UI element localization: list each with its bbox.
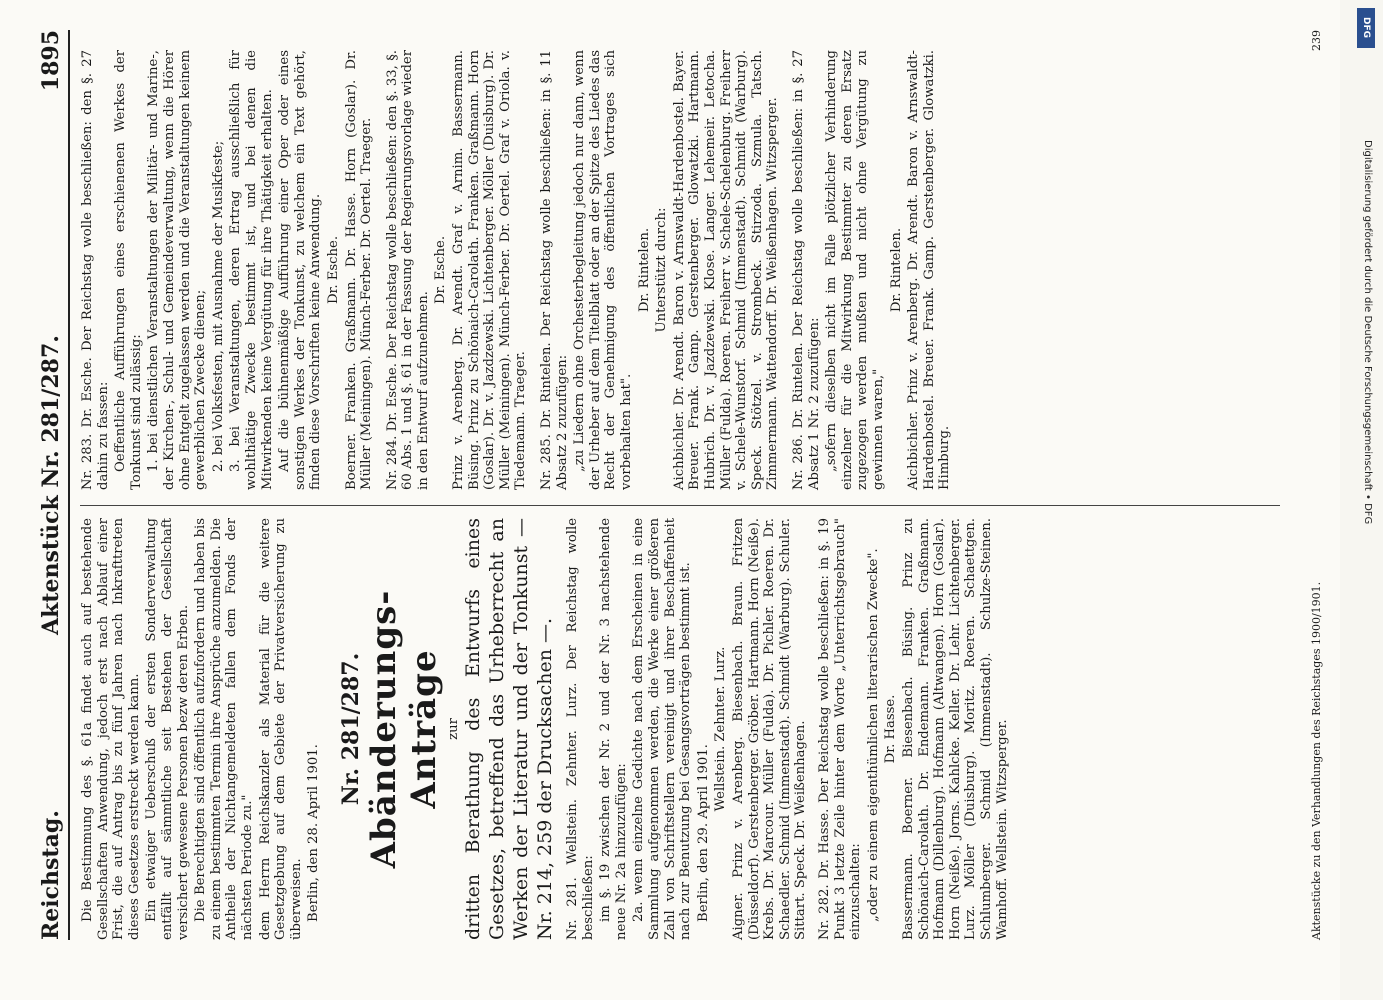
motion-285-quote: „zu Liedern ohne Orchesterbegleitung jedoch nur dann, wenn der Urheber auf dem Titelblatt oder an der Spitze des Liedes das Recht der Genehmigung des öffentlichen Vortrages sich vorbehalten hat". <box>572 50 634 490</box>
section-title: Abänderungs-Anträge <box>363 589 444 869</box>
supporters: Aichbichler. Dr. Arendt. Baron v. Arnswaldt-Hardenbostel. Bayer. Breuer. Frank. Gamp. Gerstenberger. Glowatzki. Hartmann. Hubrich. Dr. v. Jazdzewski. Klose. Langer. Lehemeir. Letocha. Müller (Fulda). Roeren. Freiherr v. Schele-Schelenburg. Freiherr v. Schele-Wunstorf. Schmid (Immenstadt). Schmidt (Warburg). Speck. Stötzel. v. Strombeck. Stirzoda. Szmula. Tatsch. Zimmermann. Wattendorff. Dr. Weißenhagen. Witzsperger. <box>671 50 781 490</box>
motion-283: Nr. 283. Dr. Esche. Der Reichstag wolle beschließen: den §. 27 dahin zu fassen: <box>80 50 111 490</box>
footer-left: Aktenstücke zu den Verhandlungen des Reichstages 1900/1901. <box>1310 581 1323 940</box>
signatories: Dr. Rintelen. <box>636 227 652 313</box>
supporters: Prinz v. Arenberg. Dr. Arendt. Graf v. Arnim. Bassermann. Büsing. Prinz zu Schönaich-Carolath. Franken. Graßmann. Horn (Goslar). Dr. v. Jazdzewski. Lichtenberger. Möller (Duisburg). Dr. Müller (Meiningen). Münch-Ferber. Dr. Oertel. Graf v. Oriola. v. Tiedemann. Traeger. <box>451 50 529 490</box>
motion-283-item: 3. bei Veranstaltungen, deren Ertrag ausschließlich für wohlthätige Zwecke bestimmt ist, und bei denen die Mitwirkenden keine Vergütung für ihre Thätigkeit erhalten. <box>228 50 275 490</box>
date-line: Berlin, den 28. April 1901. <box>306 744 322 922</box>
motion-283-item: 2. bei Volksfesten, mit Ausnahme der Musikfeste; <box>210 140 226 472</box>
supporters: Aigner. Prinz v. Arenberg. Biesenbach. Braun. Fritzen (Düsseldorf). Gerstenberger. Gröber. Hartmann. Horn (Neiße). Krebs. Dr. Marcour. Müller (Fulda). Dr. Pichler. Roeren. Dr. Schaedler. Schmid (Immenstadt). Schmidt (Warburg). Schuler. Sittart. Speck. Dr. Weißenhagen. <box>731 518 809 940</box>
motion-282: Nr. 282. Dr. Hasse. Der Reichstag wolle beschließen: in §. 19 Punkt 3 letzte Zeile hinter dem Worte „Unterrichtsgebrauch" einzuschalten: <box>817 518 864 940</box>
motion-286: Nr. 286. Dr. Rintelen. Der Reichstag wolle beschließen: in §. 27 Absatz 1 Nr. 2 zuzufügen: <box>790 50 822 490</box>
motion-285: Nr. 285. Dr. Rintelen. Der Reichstag wolle beschließen: in §. 11 Absatz 2 zuzufügen: <box>539 50 570 490</box>
section-subtitle: dritten Berathung des Entwurfs eines Gesetzes, betreffend das Urheberrecht an Werken der Literatur und der Tonkunst — Nr. 214, 259 der Drucksachen —. <box>462 518 557 940</box>
date-line: Berlin, den 29. April 1901. <box>695 744 711 922</box>
paragraph: Ein etwaiger Ueberschuß der ersten Sonderverwaltung entfällt auf sämmtliche seit Bestehen der Gesellschaft versichert gewesene Personen bezw deren Erben. <box>144 518 191 940</box>
motion-286-quote: „sofern dieselben nicht im Falle plötzlicher Verhinderung einzelner für die Mitwirkung Bestimmter zu deren Ersatz zugezogen werden mußten und nicht ohne Vergütung zu gewinnen waren," <box>824 50 886 490</box>
signatories: Wellstein. Zehnter. Lurz. <box>713 646 729 812</box>
footer-page-number: 239 <box>1310 30 1323 51</box>
supported-by: Unterstützt durch: <box>654 207 670 333</box>
signatories: Dr. Esche. <box>325 235 341 305</box>
motion-282-quote: „oder zu einem eigenthümlichen literarischen Zwecke". <box>865 548 881 922</box>
column-divider <box>80 505 1280 506</box>
paragraph: dem Herrn Reichskanzler als Material für die weitere Gesetzgebung auf dem Gebiete der Privatversicherung zu überweisen. <box>257 518 304 940</box>
paragraph: Die Berechtigten sind öffentlich aufzufordern und haben bis zu einem bestimmten Termin ihre Ansprüche anzumelden. Die Antheile der Nichtangemeldeten fallen dem Fonds der nächsten Periode zu." <box>193 518 255 940</box>
dfg-credit: Digitalisierung gefördert durch die Deutsche Forschungsgemeinschaft • DFG <box>1362 140 1373 525</box>
left-column <box>80 518 1280 940</box>
paragraph: Die Bestimmung des §. 61a findet auch auf bestehende Gesellschaften Anwendung, jedoch erst nach Ablauf einer Frist, die auf Antrag bis zu fünf Jahren nach Inkrafttreten dieses Gesetzes erstreckt werden kann. <box>80 518 142 940</box>
motion-281-item: 2a. wenn einzelne Gedichte nach dem Erscheinen in eine Sammlung aufgenommen werden, die Werke einer größeren Zahl von Schriftstellern vereinigt und ihrer Beschaffenheit nach zur Benutzung bei Gesangsvorträgen bestimmt ist. <box>631 518 694 940</box>
signatories: Dr. Esche. <box>433 235 449 305</box>
motion-283-text: Oeffentliche Aufführungen eines erschienenen Werkes der Tonkunst sind zulässig: <box>113 50 144 490</box>
signatories: Dr. Hasse. <box>883 694 899 764</box>
right-column <box>80 50 1280 490</box>
supporters: Aichbichler. Prinz v. Arenberg. Dr. Arendt. Baron v. Arnswaldt-Hardenbostel. Breuer. Frank. Gamp. Gerstenberger. Glowatzki. Himburg. <box>906 50 953 490</box>
section-number: Nr. 281/287. <box>337 652 364 806</box>
motion-284: Nr. 284. Dr. Esche. Der Reichstag wolle beschließen: den §. 33, §. 60 Abs. 1 und §. 61 in der Fassung der Regierungsvorlage wieder in den Entwurf aufzunehmen. <box>384 50 431 490</box>
header-left: Reichstag. <box>38 810 64 940</box>
signatories: Dr. Rintelen. <box>888 227 904 313</box>
motion-283-item: 1. bei dienstlichen Veranstaltungen der Militär- und Marine-, der Kirchen-, Schul- und Gemeindeverwaltung, wenn die Hörer ohne Entgelt zugelassen werden und die Veranstaltungen keinem gewerblichen Zwecke dienen; <box>146 50 209 490</box>
motion-281: Nr. 281. Wellstein. Zehnter. Lurz. Der Reichstag wolle beschließen: <box>565 518 596 940</box>
header-center: Aktenstück Nr. 281/287. <box>38 335 64 635</box>
page-number: 1895 <box>38 30 64 92</box>
supporters: Boerner. Franken. Graßmann. Dr. Hasse. Horn (Goslar). Dr. Müller (Meiningen). Münch-Ferber. Dr. Oertel. Traeger. <box>343 50 375 490</box>
dfg-sidebar <box>1353 0 1379 1000</box>
section-zur: zur <box>445 718 461 740</box>
page-header <box>28 30 70 940</box>
supporters: Bassermann. Boerner. Biesenbach. Büsing. Prinz zu Schönaich-Carolath. Dr. Endemann. Franken. Graßmann. Hofmann (Dillenburg). Hofmann (Altwangen). Horn (Goslar). Horn (Neiße). Jorns. Kahlcke. Keller. Dr. Lehr. Lichtenberger. Lurz. Möller (Duisburg). Moritz. Roeren. Schaettgen. Schlumberger. Schmid (Immenstadt). Schulze-Steinen. Wamhoff. Wellstein. Witzsperger. <box>900 518 1010 940</box>
motion-283-text: Auf die bühnenmäßige Aufführung einer Oper oder eines sonstigen Werkes der Tonkunst, zu welchem ein Text gehört, finden diese Vorschriften keine Anwendung. <box>277 50 324 490</box>
motion-281-text: im §. 19 zwischen der Nr. 2 und der Nr. 3 nachstehende neue Nr. 2a hinzuzufügen: <box>598 518 629 940</box>
dfg-logo: DFG <box>1357 8 1375 48</box>
